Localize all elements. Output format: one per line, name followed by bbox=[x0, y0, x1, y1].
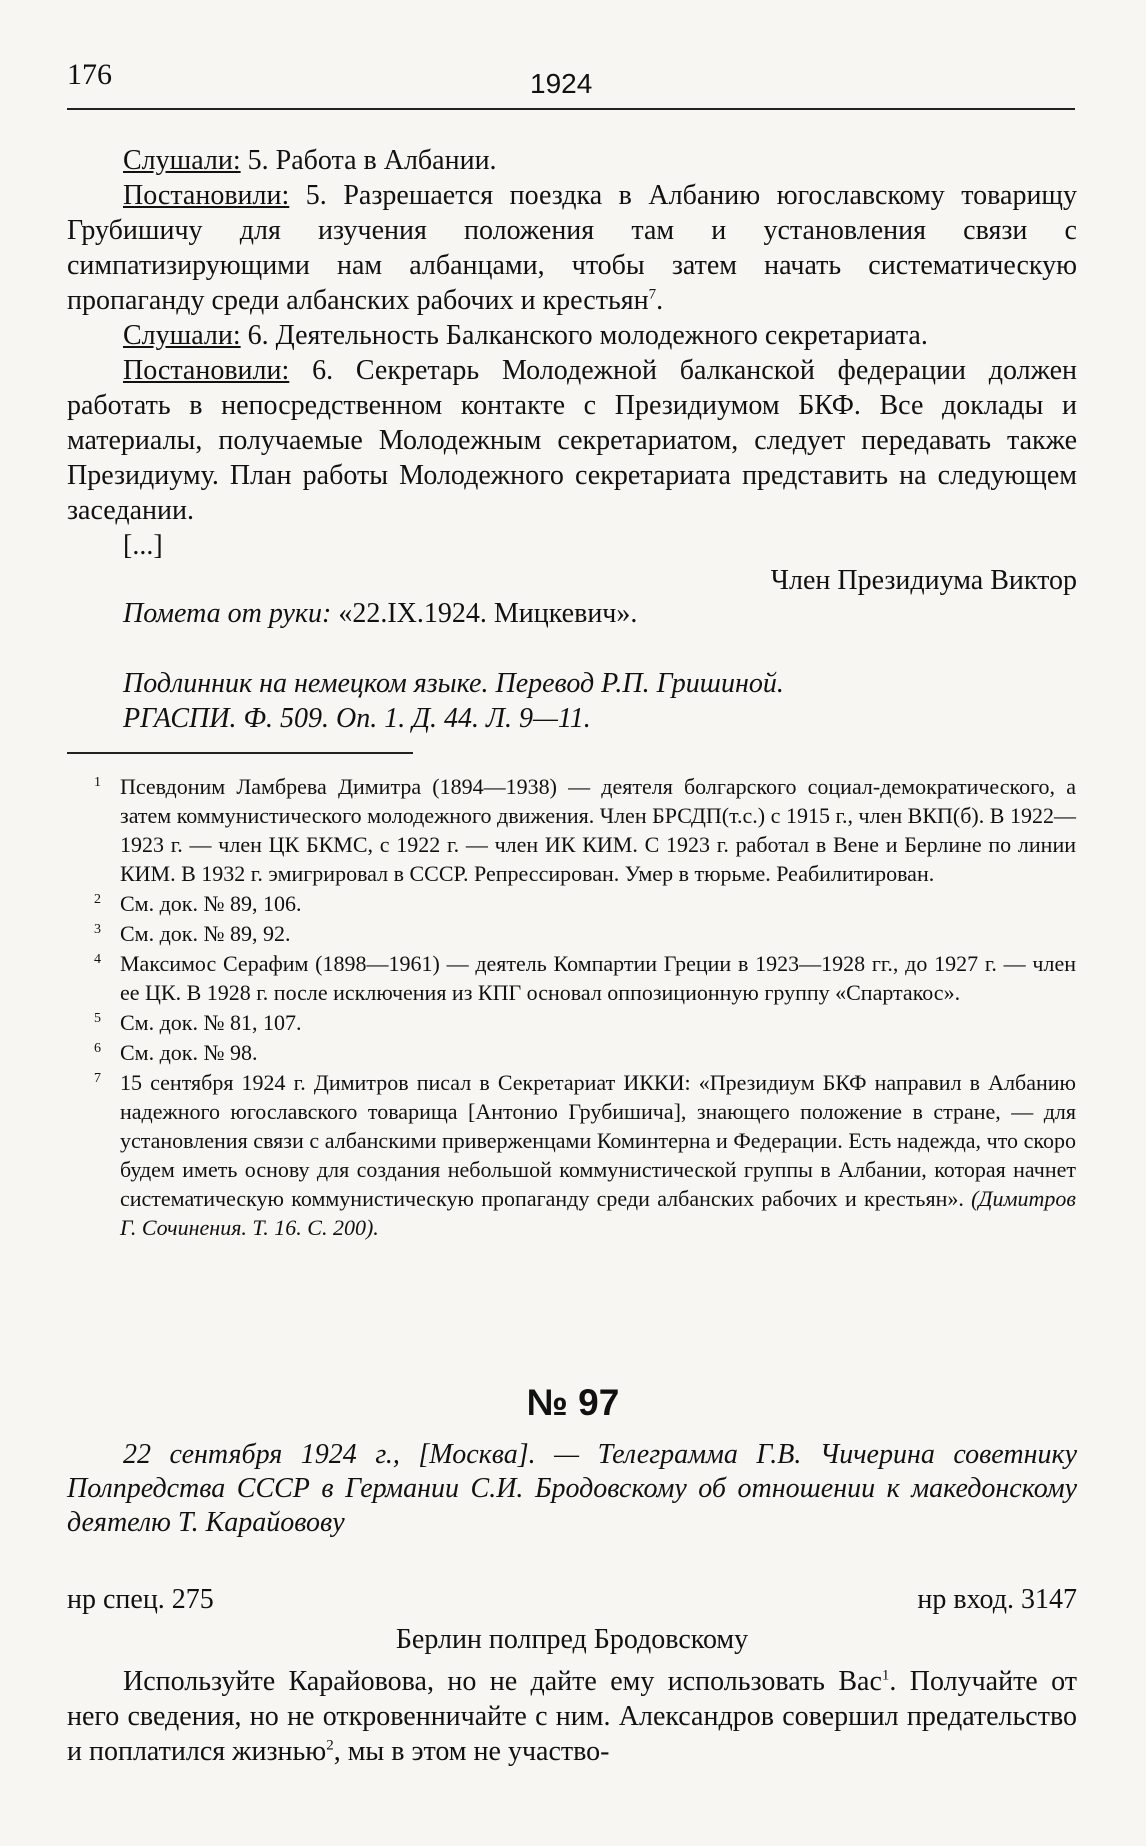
footnote: 1 Псевдоним Ламбрева Димитра (1894—1938) — деятеля болгарского социал-демократического, а затем коммунистического молодежного движения. Член БРСДП(т.с.) с 1915 г., член ВКП(б). В 1922—1923 г. — член ЦК БКМС, с 1922 г. — член ИК КИМ. С 1923 г. работал в Вене и Берлине по линии КИМ. В 1932 г. эмигрировал в СССР. Репрессирован. Умер в тюрьме. Реабилитирован. bbox=[94, 774, 1076, 886]
source-reference: Подлинник на немецком языке. Перевод Р.П. Гришиной. РГАСПИ. Ф. 509. Оп. 1. Д. 44. Л. 9—11. bbox=[123, 668, 784, 734]
agenda-item-5-decided: Постановили: 5. Разрешается поездка в Албанию югославскому товарищу Грубишичу для изучения положения там и установления связи с симпатизирующими нам албанцами, чтобы затем начать систематическую пропаганду среди албанских рабочих и крестьян$^7$. bbox=[67, 180, 1077, 316]
telegram-refs bbox=[67, 1582, 1077, 1617]
footnote: 2 См. док. № 89, 106. bbox=[94, 891, 302, 916]
ellipsis: [...] bbox=[123, 530, 163, 561]
running-title: 1924 bbox=[530, 68, 593, 99]
signature: Член Президиума Виктор bbox=[770, 565, 1077, 596]
footnotes bbox=[94, 772, 1076, 1243]
ref-right: нр вход. 3147 bbox=[917, 1584, 1077, 1615]
footnote: 7 15 сентября 1924 г. Димитров писал в Секретариат ИККИ: «Президиум БКФ направил в Албанию надежного югославского товарища [Антонио Грубишича], знающего положение в стране, — для установления связи с албанскими приверженцами Коминтерна и Федерации. Есть надежда, что скоро будем иметь основу для создания небольшой коммунистической группы в Албании, которая начнет систематическую коммунистическую пропаганду среди албанских рабочих и крестьян». (Димитров Г. Сочинения. Т. 16. С. 200). bbox=[94, 1070, 1076, 1240]
header-rule bbox=[67, 108, 1075, 110]
document-number: № 97 bbox=[526, 1382, 620, 1423]
footnote: 3 См. док. № 89, 92. bbox=[94, 921, 291, 946]
footnote-ref: 7 bbox=[648, 286, 657, 303]
footnote: 5 См. док. № 81, 107. bbox=[94, 1010, 302, 1035]
telegram-body: Используйте Карайовова, но не дайте ему использовать Вас$^1$. Получайте от него сведения, но не откровенничайте с ним. Александров совершил предательство и поплатился жизнью$^2$, мы в этом не участво- bbox=[67, 1666, 1077, 1767]
heard-label: Слушали: bbox=[123, 320, 241, 351]
decided-label: Постановили: bbox=[123, 180, 290, 211]
agenda-item-5-heard: Слушали: 5. Работа в Албании. bbox=[123, 145, 497, 176]
document-heading: 22 сентября 1924 г., [Москва]. — Телеграмма Г.В. Чичерина советнику Полпредства СССР в Германии С.И. Бродовскому об отношении к македонскому деятелю Т. Карайовову bbox=[67, 1439, 1077, 1538]
footnote: 4 Максимос Серафим (1898—1961) — деятель Компартии Греции в 1923—1928 гг., до 1927 г. — член ее ЦК. В 1928 г. после исключения из КПГ основал оппозиционную группу «Спартакос». bbox=[94, 951, 1076, 1005]
heard-label: Слушали: bbox=[123, 145, 241, 176]
agenda-item-6-heard: Слушали: 6. Деятельность Балканского молодежного секретариата. bbox=[123, 320, 928, 351]
decided-label: Постановили: bbox=[123, 355, 290, 386]
agenda-block bbox=[67, 143, 1077, 598]
footnote: 6 См. док. № 98. bbox=[94, 1040, 258, 1065]
footnote-ref: 2 bbox=[326, 1737, 334, 1754]
note-label: Помета от руки: bbox=[123, 598, 332, 629]
footnote-rule bbox=[67, 752, 413, 754]
ref-left: нр спец. 275 bbox=[67, 1584, 214, 1615]
agenda-item-6-decided: Постановили: 6. Секретарь Молодежной балканской федерации должен работать в непосредственном контакте с Президиумом БКФ. Все доклады и материалы, получаемые Молодежным секретариатом, следует передавать также Президиуму. План работы Молодежного секретариата представить на следующем заседании. bbox=[67, 355, 1077, 526]
addressee: Берлин полпред Бродовскому bbox=[395, 1624, 749, 1655]
page-number: 176 bbox=[67, 58, 112, 91]
footnote-ref: 1 bbox=[881, 1667, 890, 1684]
handwritten-note: Помета от руки: «22.IX.1924. Мицкевич». bbox=[123, 598, 638, 629]
